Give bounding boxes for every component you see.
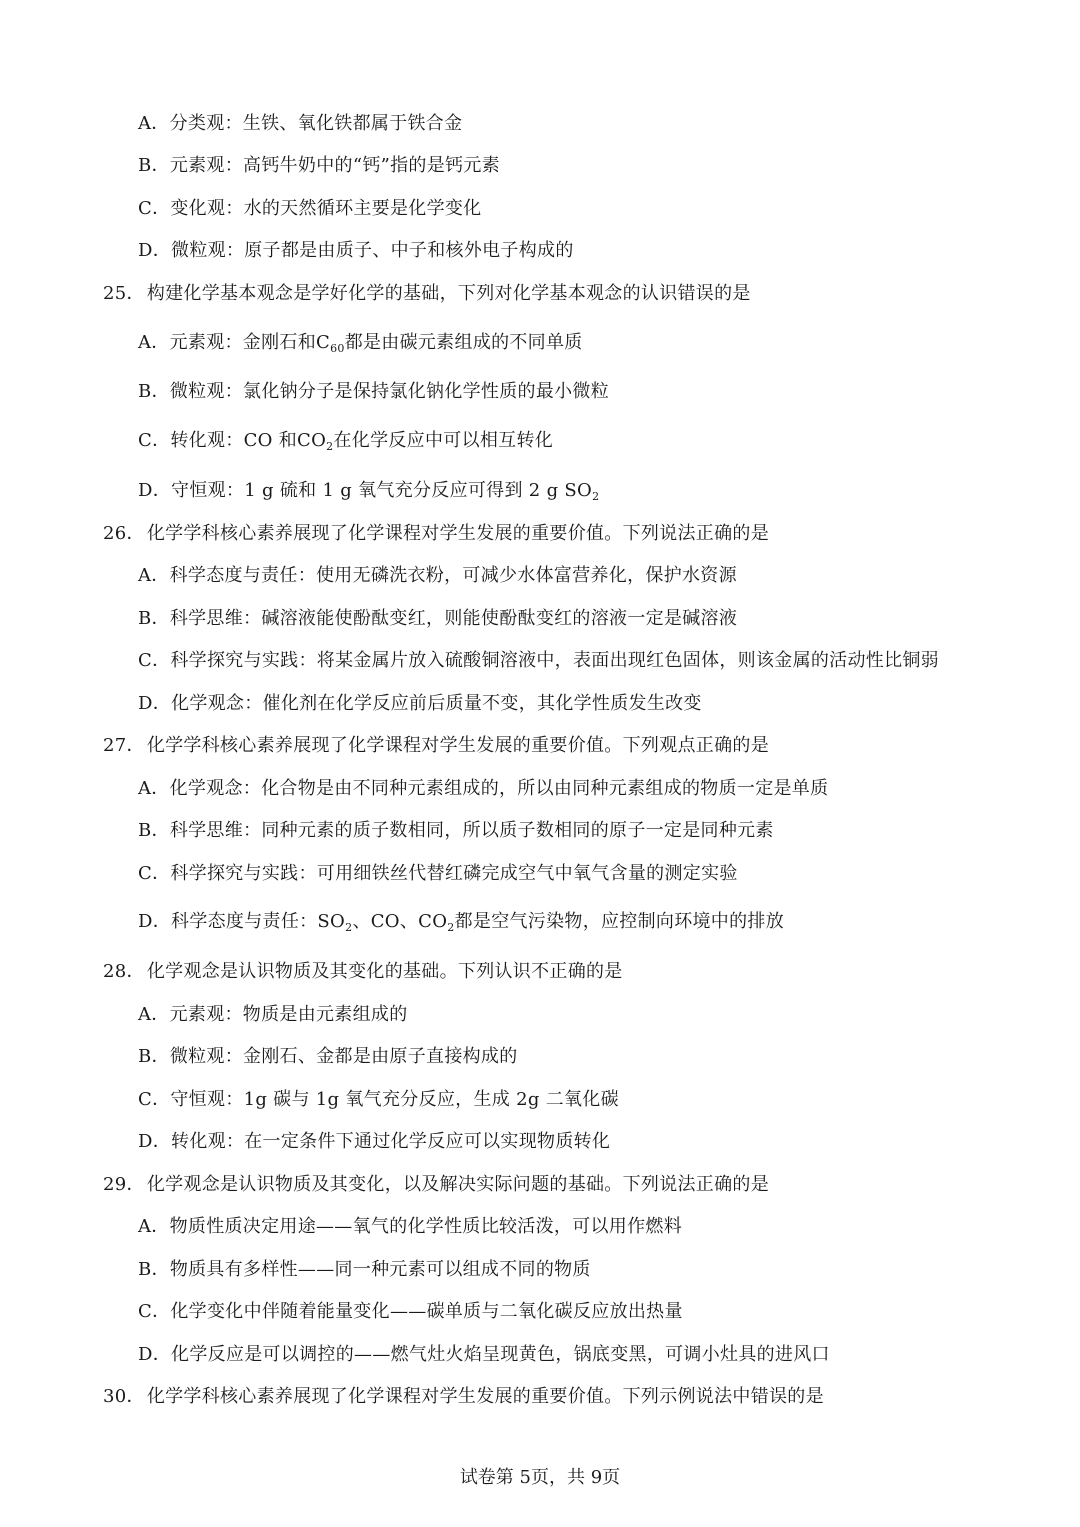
q24-option-b: B．元素观：高钙牛奶中的“钙”指的是钙元素 <box>138 155 500 176</box>
question-text: 化学学科核心素养展现了化学课程对学生发展的重要价值。下列示例说法中错误的是 <box>146 1386 824 1407</box>
subscript: 2 <box>447 921 455 934</box>
q24-option-d: D．微粒观：原子都是由质子、中子和核外电子构成的 <box>138 240 574 261</box>
question-number: 30． <box>103 1386 145 1407</box>
q24-option-c: C．变化观：水的天然循环主要是化学变化 <box>138 198 482 219</box>
q26-option-c: C．科学探究与实践：将某金属片放入硫酸铜溶液中，表面出现红色固体，则该金属的活动性比铜弱 <box>138 650 939 671</box>
option-text: D．科学态度与责任：SO <box>138 911 346 932</box>
q26-stem <box>103 521 769 547</box>
q29-option-a: A．物质性质决定用途——氧气的化学性质比较活泼，可以用作燃料 <box>138 1216 682 1237</box>
q28-stem <box>103 959 623 985</box>
question-number: 28． <box>103 961 145 982</box>
q28-option-d: D．转化观：在一定条件下通过化学反应可以实现物质转化 <box>138 1131 611 1152</box>
question-text: 化学观念是认识物质及其变化的基础。下列认识不正确的是 <box>146 961 623 982</box>
q28-option-a: A．元素观：物质是由元素组成的 <box>138 1004 408 1025</box>
subscript: 2 <box>345 921 353 934</box>
question-number: 26． <box>103 523 145 544</box>
q29-option-b: B．物质具有多样性——同一种元素可以组成不同的物质 <box>138 1259 591 1280</box>
q28-option-b: B．微粒观：金刚石、金都是由原子直接构成的 <box>138 1046 518 1067</box>
option-text: A．元素观：金刚石和C <box>138 332 331 353</box>
q24-option-a: A．分类观：生铁、氧化铁都属于铁合金 <box>138 113 463 134</box>
question-number: 25． <box>103 283 145 304</box>
subscript: 2 <box>326 440 334 453</box>
option-text: 都是空气污染物，应控制向环境中的排放 <box>454 911 785 932</box>
question-number: 27． <box>103 735 145 756</box>
option-text: 都是由碳元素组成的不同单质 <box>344 332 583 353</box>
option-text: C．转化观：CO 和CO <box>138 430 327 451</box>
page-footer: 试卷第 5页，共 9页 <box>459 1467 621 1488</box>
q25-option-a <box>138 330 583 362</box>
option-text: 在化学反应中可以相互转化 <box>333 430 554 451</box>
question-text: 化学学科核心素养展现了化学课程对学生发展的重要价值。下列说法正确的是 <box>146 523 770 544</box>
q29-option-d: D．化学反应是可以调控的——燃气灶火焰呈现黄色，锅底变黑，可调小灶具的进风口 <box>138 1344 830 1365</box>
q29-stem <box>103 1172 769 1198</box>
q30-stem <box>103 1384 824 1410</box>
q25-option-b: B．微粒观：氯化钠分子是保持氯化钠化学性质的最小微粒 <box>138 381 610 402</box>
q25-stem <box>103 281 751 307</box>
q25-option-c <box>138 428 553 460</box>
q27-option-a: A．化学观念：化合物是由不同种元素组成的，所以由同种元素组成的物质一定是单质 <box>138 778 829 799</box>
question-number: 29． <box>103 1174 145 1195</box>
question-text: 化学观念是认识物质及其变化，以及解决实际问题的基础。下列说法正确的是 <box>146 1174 770 1195</box>
q27-option-d <box>138 909 784 941</box>
subscript: 2 <box>592 490 600 503</box>
question-text: 构建化学基本观念是学好化学的基础，下列对化学基本观念的认识错误的是 <box>146 283 751 304</box>
q28-option-c: C．守恒观：1g 碳与 1g 氧气充分反应，生成 2g 二氧化碳 <box>138 1089 619 1110</box>
q26-option-d: D．化学观念：催化剂在化学反应前后质量不变，其化学性质发生改变 <box>138 693 702 714</box>
q27-stem <box>103 733 769 759</box>
subscript: 60 <box>330 342 345 355</box>
question-text: 化学学科核心素养展现了化学课程对学生发展的重要价值。下列观点正确的是 <box>146 735 770 756</box>
q26-option-b: B．科学思维：碱溶液能使酚酞变红，则能使酚酞变红的溶液一定是碱溶液 <box>138 608 738 629</box>
q29-option-c: C．化学变化中伴随着能量变化——碳单质与二氧化碳反应放出热量 <box>138 1301 683 1322</box>
q25-option-d <box>138 478 599 510</box>
option-text: 、CO、CO <box>352 911 448 932</box>
q26-option-a: A．科学态度与责任：使用无磷洗衣粉，可减少水体富营养化，保护水资源 <box>138 565 737 586</box>
q27-option-c: C．科学探究与实践：可用细铁丝代替红磷完成空气中氧气含量的测定实验 <box>138 863 738 884</box>
option-text: D．守恒观：1 g 硫和 1 g 氧气充分反应可得到 2 g SO <box>138 480 593 501</box>
q27-option-b: B．科学思维：同种元素的质子数相同，所以质子数相同的原子一定是同种元素 <box>138 820 774 841</box>
